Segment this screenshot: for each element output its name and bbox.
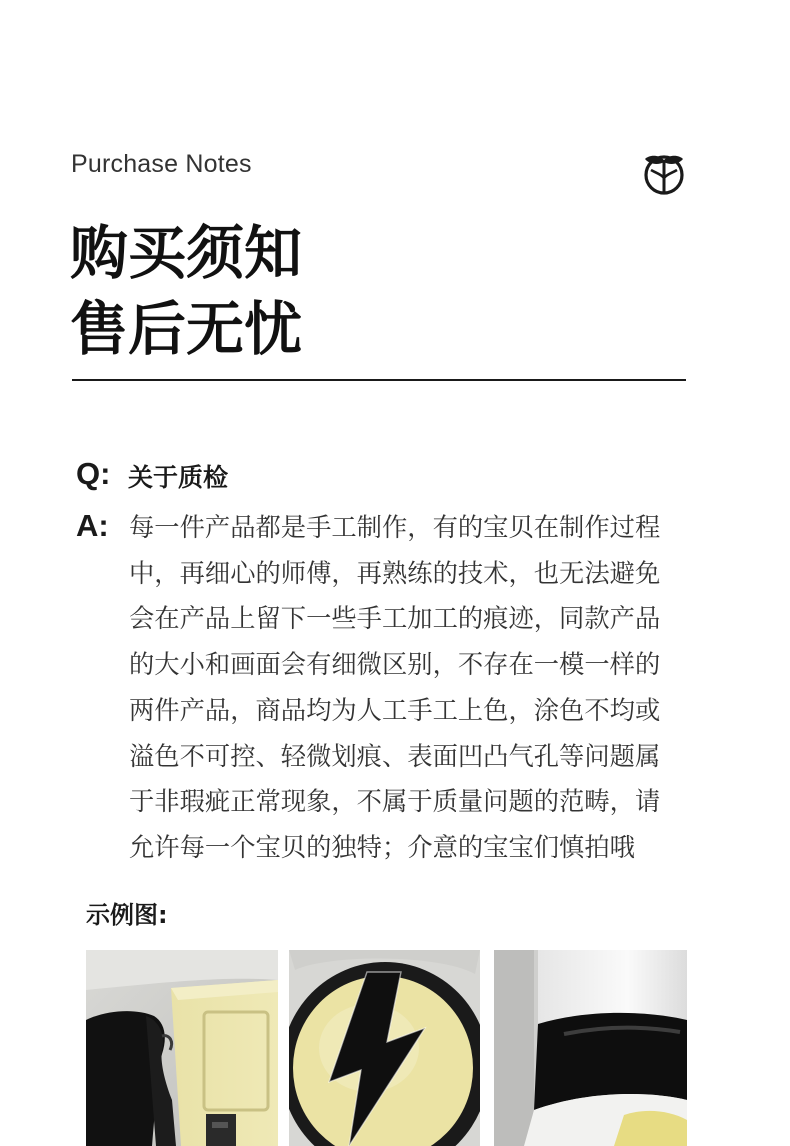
answer-line: 的大小和画面会有细微区别，不存在一模一样的	[129, 650, 661, 680]
answer-text	[129, 505, 714, 871]
title-line-1: 购买须知	[70, 219, 303, 287]
answer-line: 两件产品，商品均为人工手工上色，涂色不均或	[129, 695, 661, 725]
answer-line: 中，再细心的师傅，再熟练的技术，也无法避免	[129, 558, 661, 588]
divider	[72, 379, 686, 381]
subtitle-english: Purchase Notes	[71, 150, 252, 178]
question-text: 关于质检	[128, 463, 229, 492]
example-photo-lightning-disc	[289, 950, 480, 1146]
answer-line: 溢色不可控、轻微划痕、表面凹凸气孔等问题属	[129, 741, 661, 771]
title-line-2: 售后无忧	[70, 295, 303, 363]
examples-label: 示例图:	[86, 901, 168, 929]
example-photo-black-band	[494, 950, 687, 1146]
page-title	[70, 215, 302, 367]
answer-label: A:	[76, 508, 109, 543]
sprout-circle-icon	[640, 151, 688, 195]
answer-line: 会在产品上留下一些手工加工的痕迹，同款产品	[129, 604, 661, 634]
question-label: Q:	[76, 456, 111, 491]
answer-line: 允许每一个宝贝的独特；介意的宝宝们慎拍哦	[129, 832, 635, 862]
example-photo-paint-overflow	[86, 950, 278, 1146]
answer-line: 于非瑕疵正常现象，不属于质量问题的范畴，请	[129, 787, 661, 817]
answer-line: 每一件产品都是手工制作，有的宝贝在制作过程	[129, 513, 661, 542]
